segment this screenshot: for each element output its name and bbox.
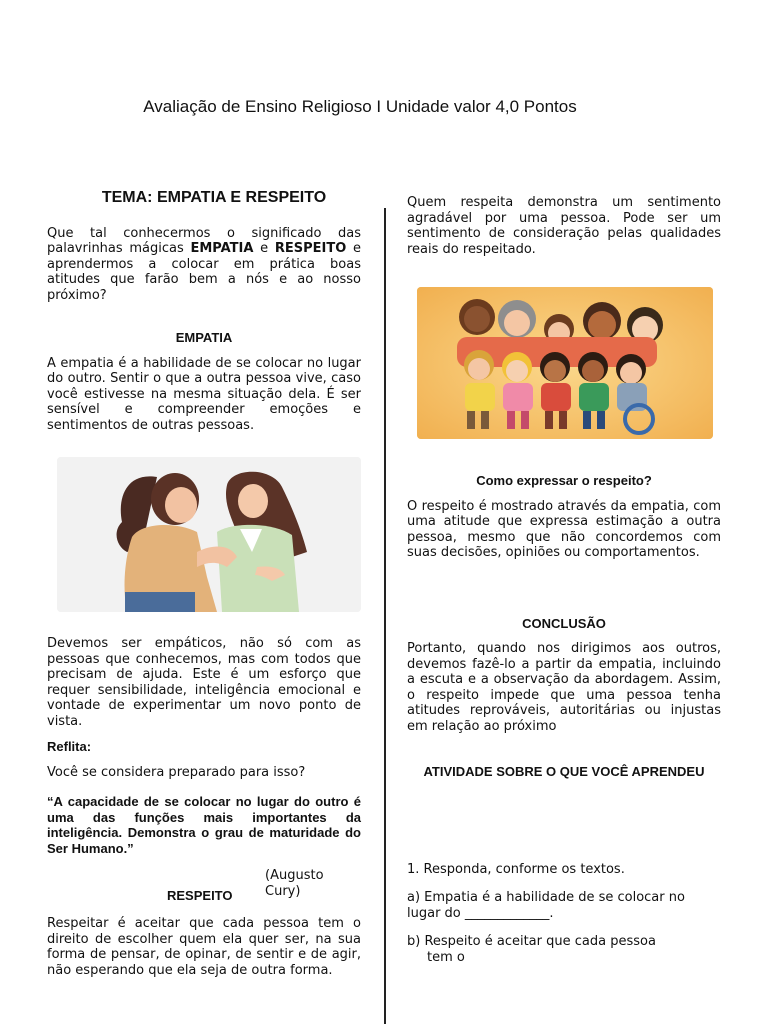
intro-paragraph	[47, 226, 361, 304]
intro-text-c: e	[253, 241, 275, 256]
quote-author: (Augusto Cury)	[265, 868, 324, 899]
diverse-children-image	[417, 287, 713, 439]
conclusao-heading: CONCLUSÃO	[522, 615, 606, 631]
question-b	[407, 934, 721, 965]
tema-heading: TEMA: EMPATIA E RESPEITO	[101, 189, 327, 206]
como-heading: Como expressar o respeito?	[476, 473, 652, 488]
column-divider	[384, 208, 386, 1024]
respeito-heading: RESPEITO	[167, 888, 233, 903]
question-a: a) Empatia é a habilidade de se colocar no lugar do _____________.	[407, 890, 685, 921]
intro-text-a: Que tal conhecermos o significado das palavrinhas mágicas	[47, 225, 361, 256]
left-column	[47, 190, 361, 978]
question-b-line2: tem o	[427, 949, 465, 965]
empaticos-paragraph: Devemos ser empáticos, não só com as pessoas que conhecemos, mas com todos que precisam de ajuda. Este é um esforço que requer sensibilidade, inteligência emocional e vontade de experimentar um novo ponto de vista.	[47, 636, 361, 729]
conclusao-paragraph: Portanto, quando nos dirigimos aos outros, devemos fazê-lo a partir da empatia, incluindo a escuta e a observação da abordagem. Assim, o respeito impede que uma pessoa tenha atitudes reprováveis, autoritárias ou injustas em relação ao próximo	[407, 641, 721, 734]
reflita-question: Você se considera preparado para isso?	[47, 764, 306, 780]
page-title: Avaliação de Ensino Religioso I Unidade valor 4,0 Pontos	[143, 97, 577, 116]
reflita-label: Reflita:	[47, 739, 92, 754]
empatia-heading: EMPATIA	[175, 330, 233, 345]
empatia-paragraph: A empatia é a habilidade de se colocar no lugar do outro. Sentir o que a outra pessoa vive, caso você estivesse na mesma situação dela. É ser sensível e compreender emoções e sentimentos de outras pessoas.	[47, 355, 361, 433]
intro-empatia: EMPATIA	[190, 241, 254, 256]
quote: “A capacidade de se colocar no lugar do outro é uma das funções mais importantes da inteligência. Demonstra o grau de maturidade do Ser Humano.”	[47, 794, 361, 856]
como-paragraph: O respeito é mostrado através da empatia, com uma atitude que expressa estimação a outra pessoa, mesmo que não concordemos com suas decisões, opiniões ou comportamentos.	[407, 498, 721, 560]
comforting-women-image	[57, 457, 361, 612]
children-illustration	[417, 287, 713, 439]
respeito-heading-row	[47, 864, 361, 912]
intro-respeito: RESPEITO	[274, 241, 347, 256]
respeita-paragraph: Quem respeita demonstra um sentimento agradável por uma pessoa. Pode ser um sentimento de consideração pelas qualidades reais do respeitado.	[407, 195, 721, 257]
intro-text-d: e aprendermos a colocar em prática boas atitudes que farão bem a nós e ao nosso próximo?	[47, 241, 361, 303]
right-column	[407, 195, 721, 965]
question-b-line1: b) Respeito é aceitar que cada pessoa	[407, 934, 656, 949]
respeito-paragraph: Respeitar é aceitar que cada pessoa tem o direito de escolher quem ela quer ser, na sua forma de pensar, de opinar, de sentir e de agir, não esperando que ela seja de outra forma.	[47, 916, 361, 978]
atividade-heading: ATIVIDADE SOBRE O QUE VOCÊ APRENDEU	[423, 764, 705, 779]
empatia-illustration	[57, 457, 361, 612]
question-1: 1. Responda, conforme os textos.	[407, 861, 625, 877]
